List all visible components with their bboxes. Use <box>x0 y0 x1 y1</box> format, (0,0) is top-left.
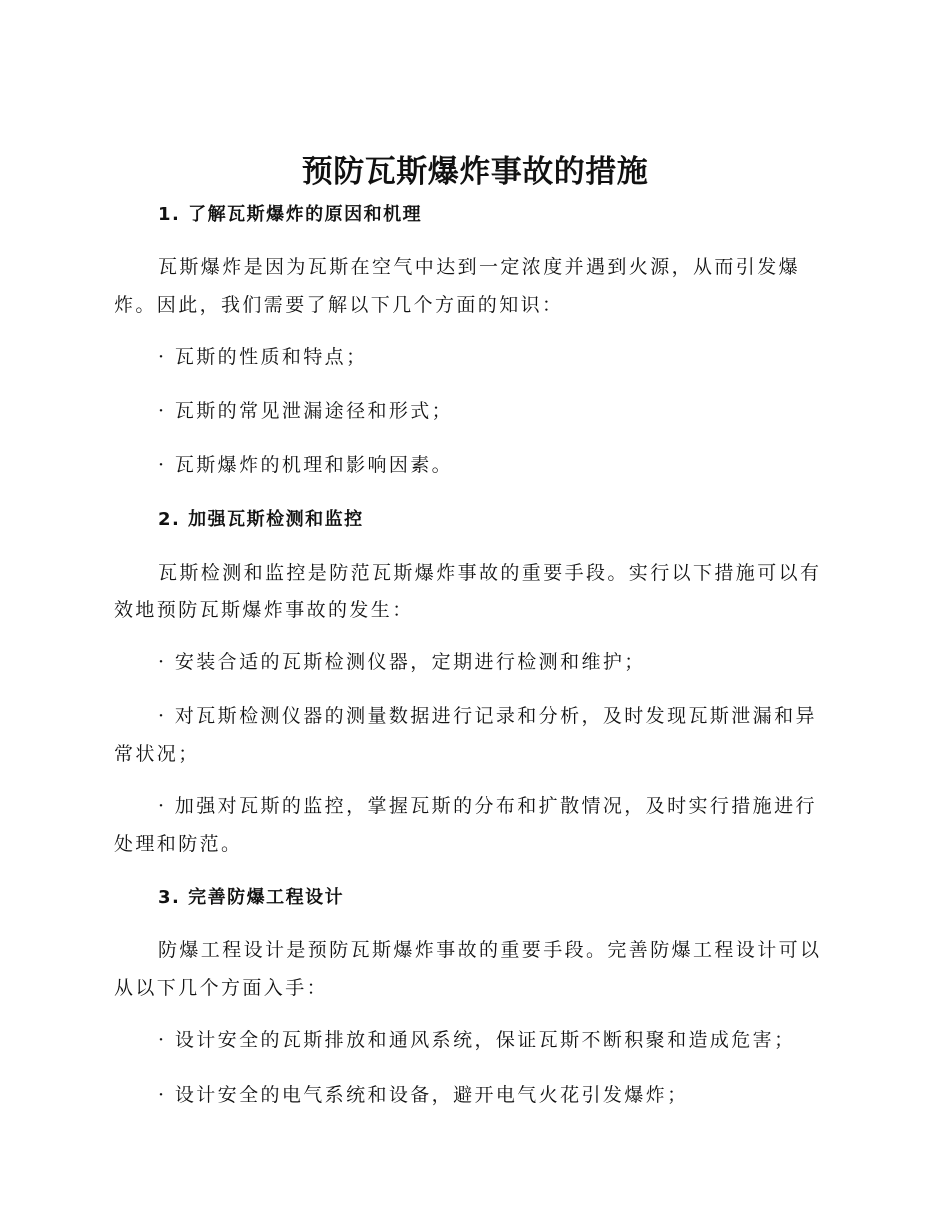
section-3-intro-line-1: 防爆工程设计是预防瓦斯爆炸事故的重要手段。完善防爆工程设计可以 <box>158 939 822 961</box>
section-2-bullet-2-line-2: 常状况； <box>114 743 200 765</box>
section-1-bullet-3: · 瓦斯爆炸的机理和影响因素。 <box>158 454 454 476</box>
section-1-bullet-1: · 瓦斯的性质和特点； <box>158 346 368 368</box>
document-title: 预防瓦斯爆炸事故的措施 <box>301 154 649 190</box>
section-1-heading: 1. 了解瓦斯爆炸的原因和机理 <box>158 204 423 225</box>
section-3-bullet-2: · 设计安全的电气系统和设备，避开电气火花引发爆炸； <box>158 1084 689 1106</box>
section-1-intro-line-2: 炸。因此，我们需要了解以下几个方面的知识： <box>114 294 564 316</box>
section-1-bullet-2: · 瓦斯的常见泄漏途径和形式； <box>158 400 454 422</box>
section-2-bullet-3-line-2: 处理和防范。 <box>114 833 243 855</box>
section-2-intro-line-1: 瓦斯检测和监控是防范瓦斯爆炸事故的重要手段。实行以下措施可以有 <box>158 562 822 584</box>
section-2-intro-line-2: 效地预防瓦斯爆炸事故的发生： <box>114 599 414 621</box>
section-1-intro-line-1: 瓦斯爆炸是因为瓦斯在空气中达到一定浓度并遇到火源，从而引发爆 <box>158 256 801 278</box>
section-2-bullet-2-line-1: · 对瓦斯检测仪器的测量数据进行记录和分析，及时发现瓦斯泄漏和异 <box>158 705 817 727</box>
section-2-bullet-1: · 安装合适的瓦斯检测仪器，定期进行检测和维护； <box>158 651 646 673</box>
section-2-bullet-3-line-1: · 加强对瓦斯的监控，掌握瓦斯的分布和扩散情况，及时实行措施进行 <box>158 795 817 817</box>
section-3-intro-line-2: 从以下几个方面入手： <box>114 977 329 999</box>
section-2-heading: 2. 加强瓦斯检测和监控 <box>158 509 364 530</box>
section-3-heading: 3. 完善防爆工程设计 <box>158 887 345 908</box>
section-3-bullet-1: · 设计安全的瓦斯排放和通风系统，保证瓦斯不断积聚和造成危害； <box>158 1029 796 1051</box>
